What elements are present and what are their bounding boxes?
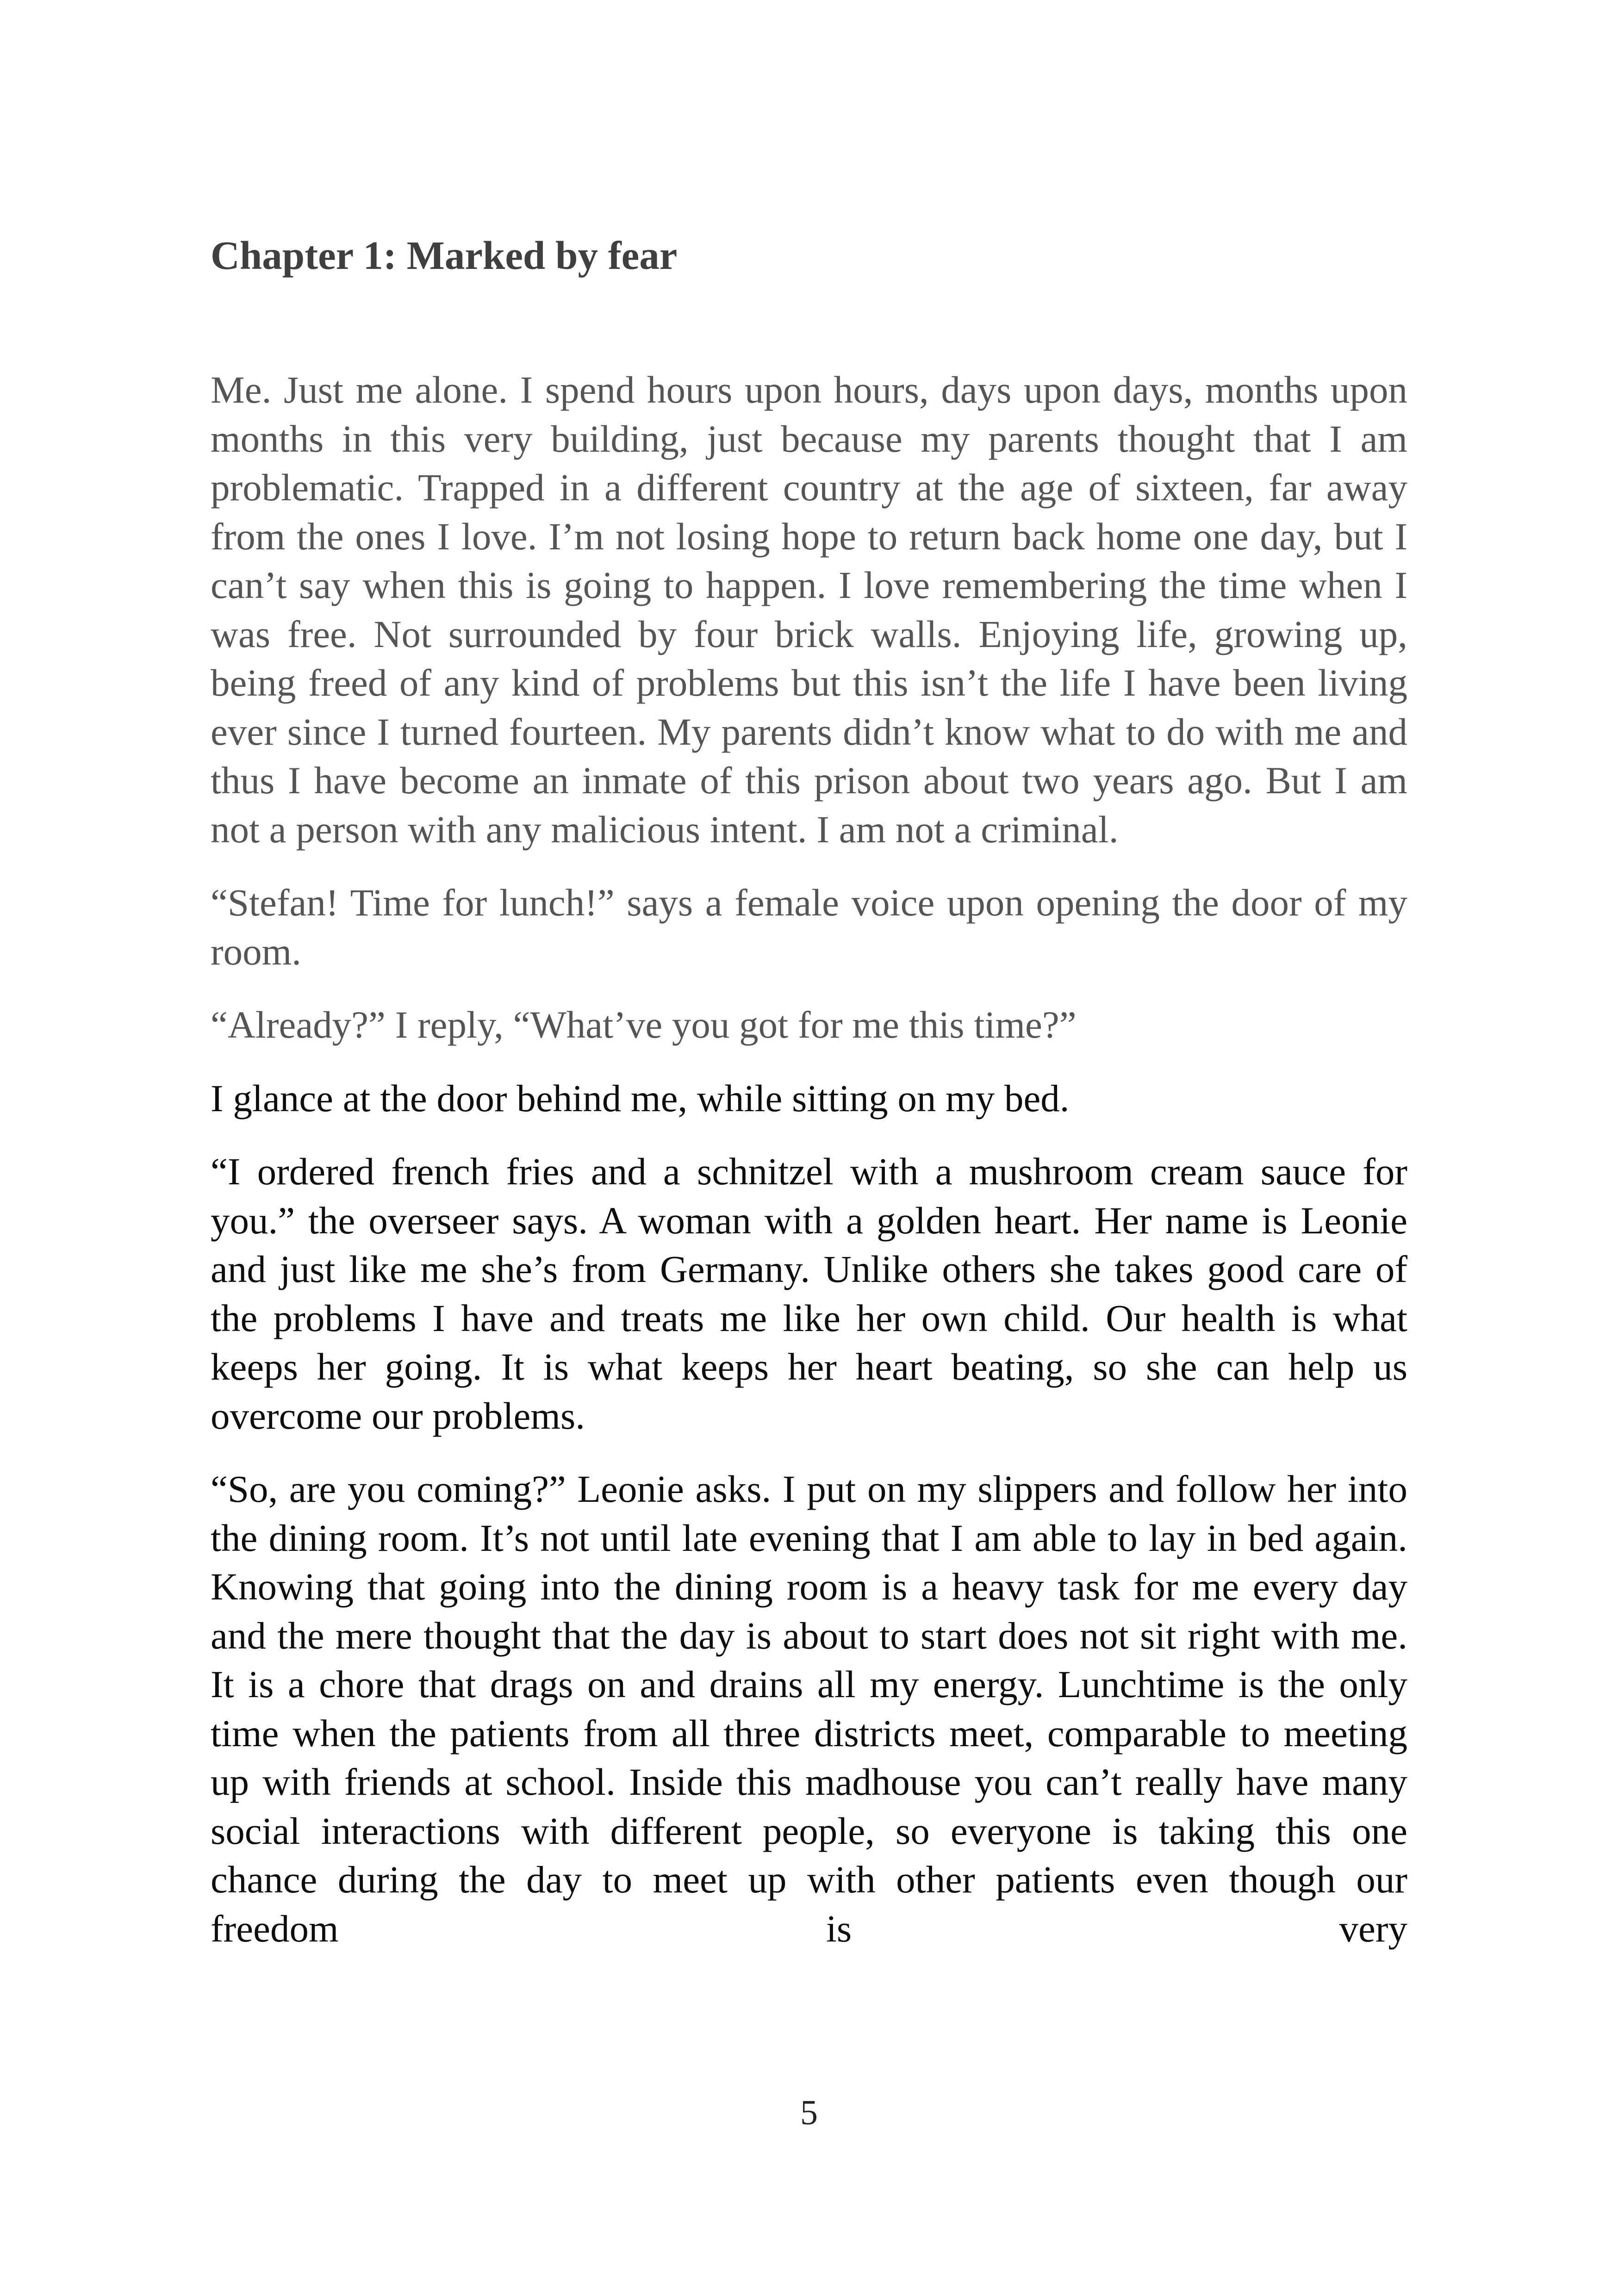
paragraph-3: “Already?” I reply, “What’ve you got for me this time?” [211,1003,1077,1046]
page-number: 5 [800,2093,818,2132]
chapter-title: Chapter 1: Marked by fear [211,233,678,278]
chapter-body [211,366,1407,1978]
paragraph-2: “Stefan! Time for lunch!” says a female voice upon opening the door of my room. [211,881,1407,973]
paragraph-6: “So, are you coming?” Leonie asks. I put on my slippers and follow her into the dining room. It’s not until late evening that I am able to lay in bed again. Knowing that going into the dining room is a heavy task for me every day and the mere thought that the day is about to start does not sit right with me. It is a chore that drags on and drains all my energy. Lunchtime is the only time when the patients from all three districts meet, comparable to meeting up with friends at school. Inside this madhouse you can’t really have many social interactions with different people, so everyone is taking this one chance during the day to meet up with other patients even though our freedom is very [211,1468,1407,1950]
paragraph-4: I glance at the door behind me, while sitting on my bed. [211,1076,1070,1120]
paragraph-5: “I ordered french fries and a schnitzel with a mushroom cream sauce for you.” the overseer says. A woman with a golden heart. Her name is Leonie and just like me she’s from Germany. Unlike others she takes good care of the problems I have and treats me like her own child. Our health is what keeps her going. It is what keeps her heart beating, so she can help us overcome our problems. [211,1150,1407,1437]
paragraph-1: Me. Just me alone. I spend hours upon hours, days upon days, months upon months in this very building, just because my parents thought that I am problematic. Trapped in a different country at the age of sixteen, far away from the ones I love. I’m not losing hope to return back home one day, but I can’t say when this is going to happen. I love remembering the time when I was free. Not surrounded by four brick walls. Enjoying life, growing up, being freed of any kind of problems but this isn’t the life I have been living ever since I turned fourteen. My parents didn’t know what to do with me and thus I have become an inmate of this prison about two years ago. But I am not a person with any malicious intent. I am not a criminal. [211,368,1407,851]
